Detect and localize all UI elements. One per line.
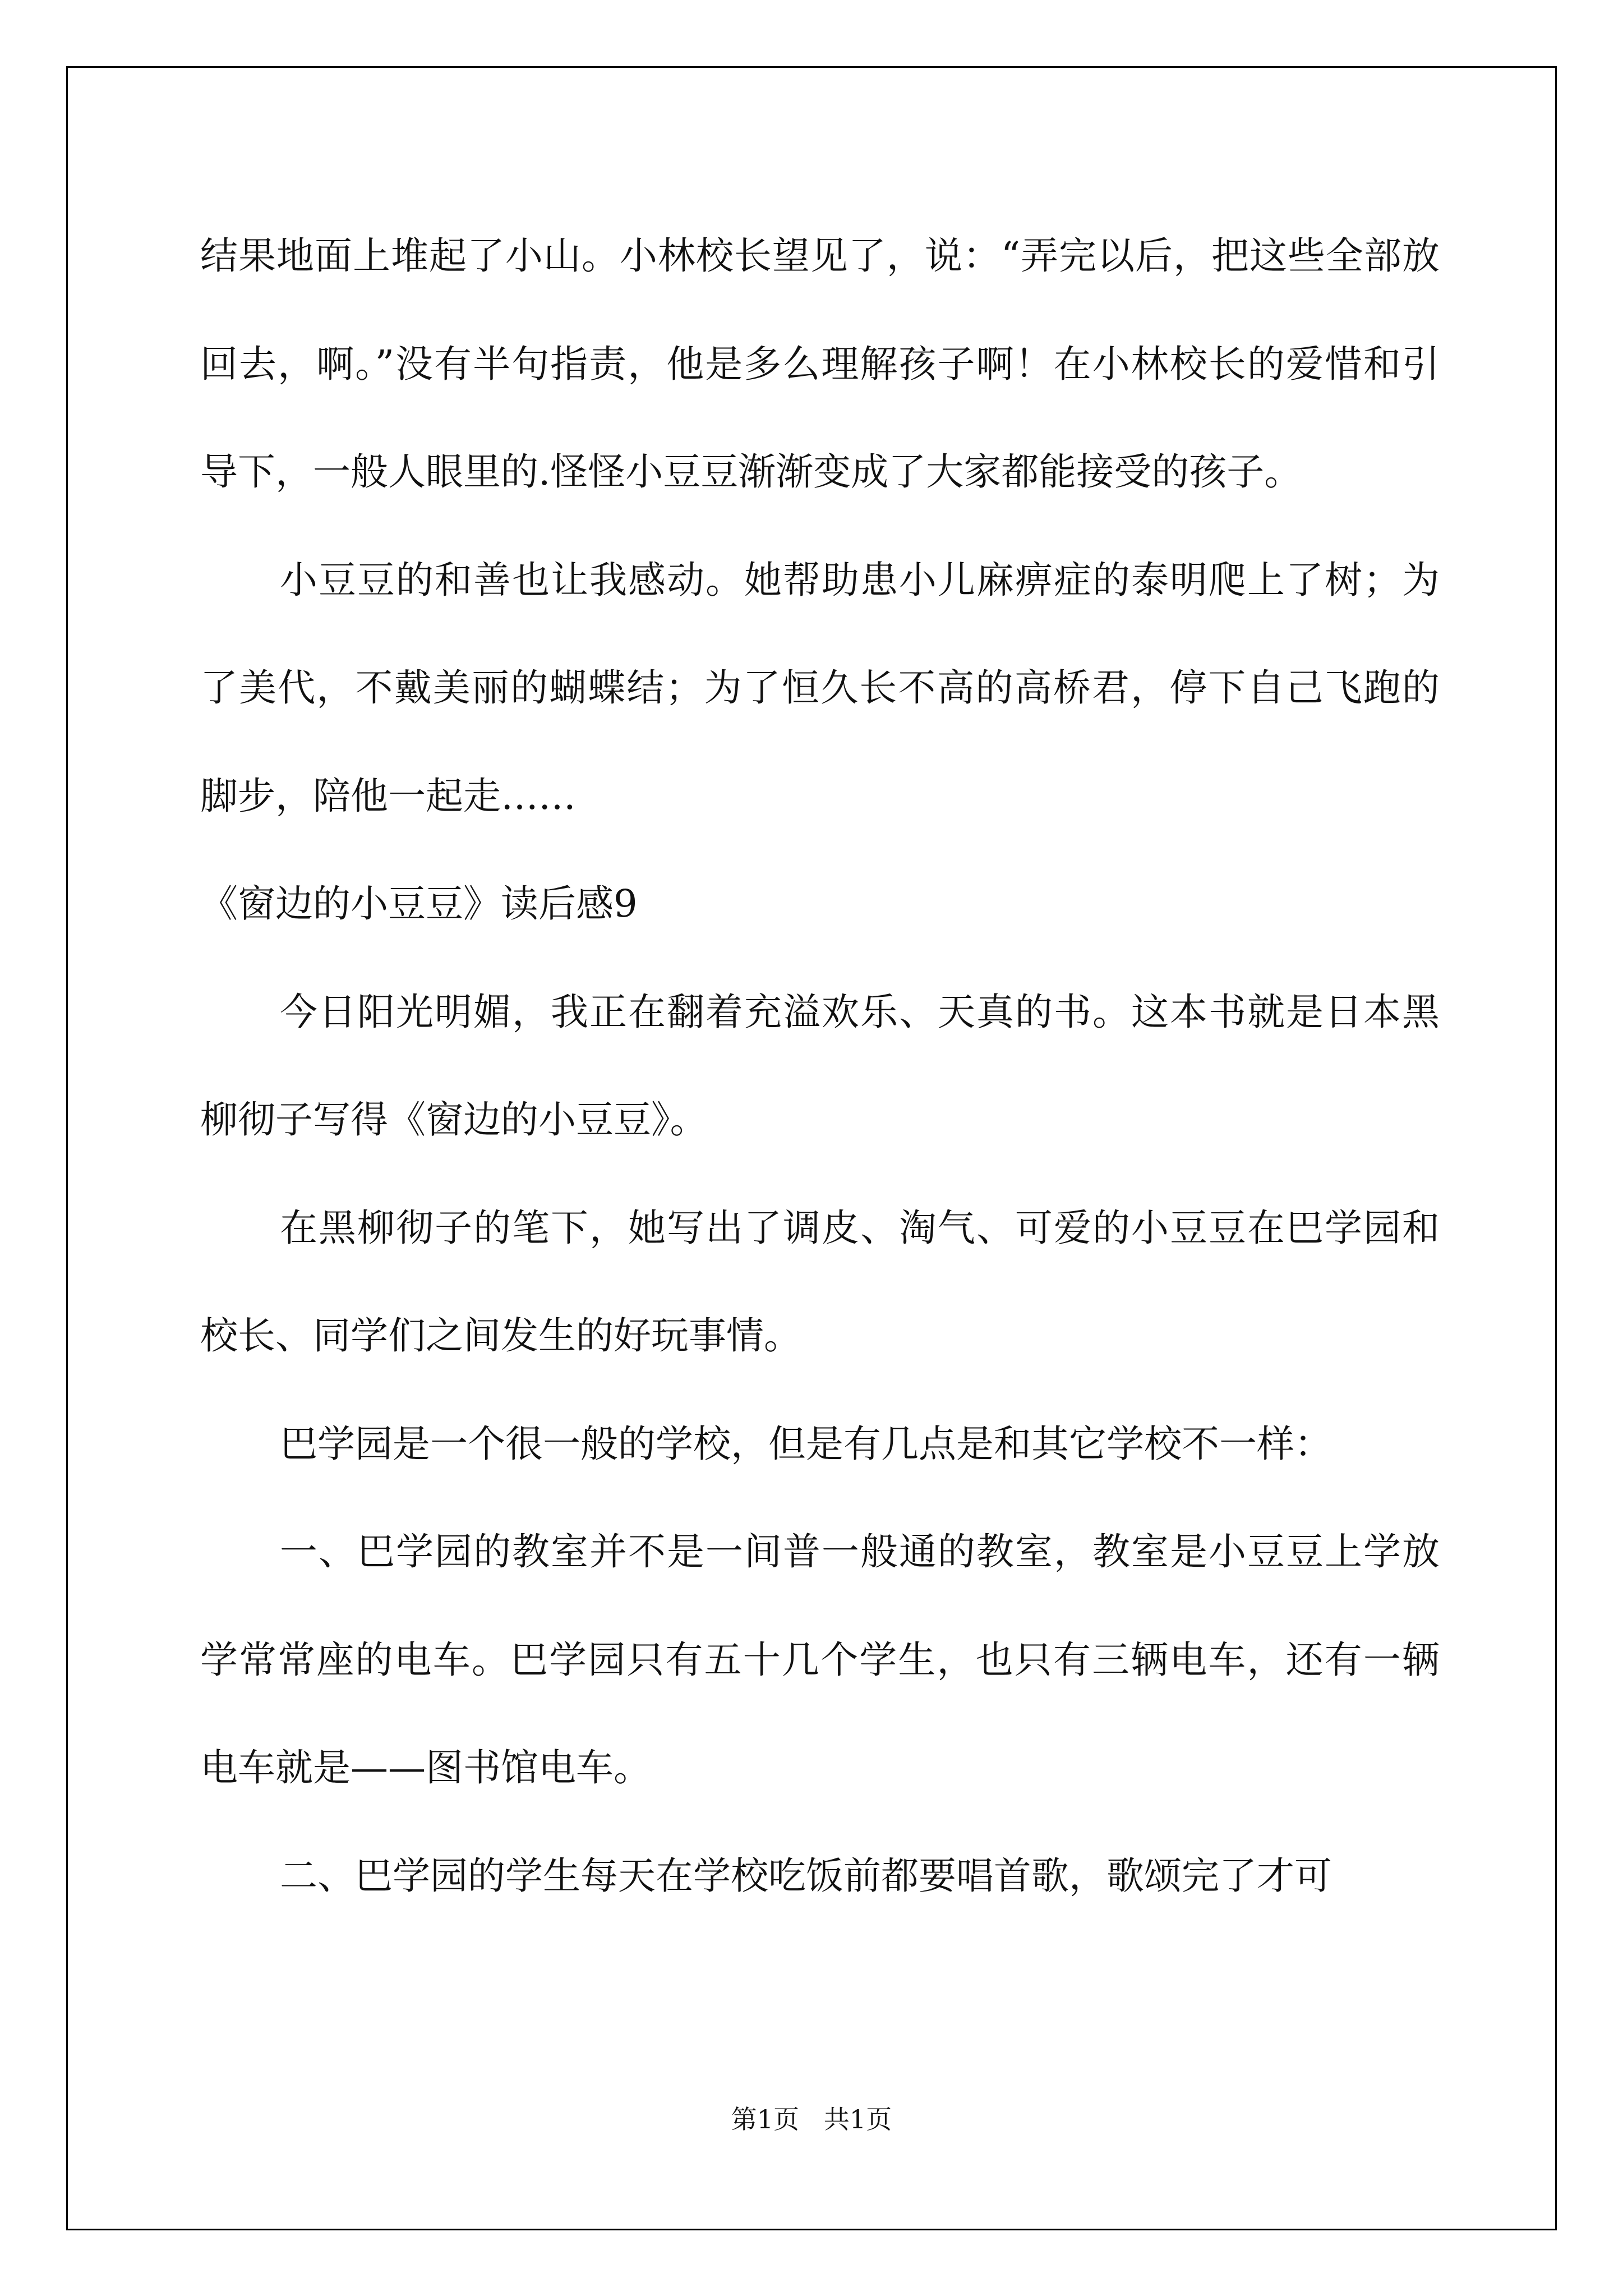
paragraph-1: 结果地面上堆起了小山。小林校长望见了，说：“弄完以后，把这些全部放回去，啊。”没有半句指责，他是多么理解孩子啊！在小林校长的爱惜和引导下，一般人眼里的.怪怪小豆豆渐渐变成了大家都能接受的孩子。: [200, 234, 1440, 494]
paragraph-6: 一、巴学园的教室并不是一间普一般通的教室，教室是小豆豆上学放学常常座的电车。巴学园只有五十几个学生，也只有三辆电车，还有一辆电车就是——图书馆电车。: [200, 1530, 1440, 1789]
page-number-footer: 第1页 共1页: [731, 2104, 892, 2134]
document-body: [200, 202, 1440, 1930]
paragraph-2: 小豆豆的和善也让我感动。她帮助患小儿麻痹症的泰明爬上了树；为了美代，不戴美丽的蝴蝶结；为了恒久长不高的高桥君，停下自己飞跑的脚步，陪他一起走……: [200, 558, 1440, 818]
paragraph-5: 巴学园是一个很一般的学校，但是有几点是和其它学校不一样：: [280, 1421, 1332, 1466]
section-heading: 《窗边的小豆豆》读后感9: [200, 882, 638, 926]
paragraph-4: 在黑柳彻子的笔下，她写出了调皮、淘气、可爱的小豆豆在巴学园和校长、同学们之间发生的好玩事情。: [200, 1205, 1440, 1358]
paragraph-7: 二、巴学园的学生每天在学校吃饭前都要唱首歌，歌颂完了才可: [280, 1853, 1332, 1898]
paragraph-3: 今日阳光明媚，我正在翻着充溢欢乐、天真的书。这本书就是日本黑柳彻子写得《窗边的小豆豆》。: [200, 990, 1440, 1142]
